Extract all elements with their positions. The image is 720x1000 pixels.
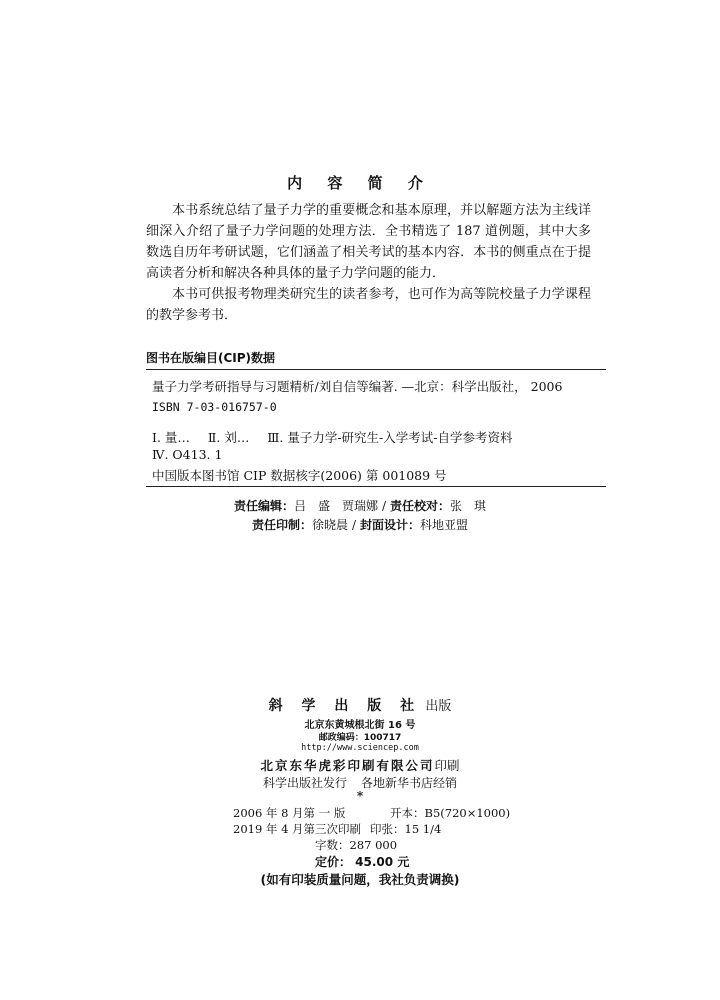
cip-bottom-rule: [146, 486, 606, 487]
synopsis-paragraph: 本书可供报考物理类研究生的读者参考，也可作为高等院校量子力学课程的教学参考书．: [146, 287, 591, 323]
cover-name: 科地亚盟: [420, 518, 469, 532]
word-count: 字数：287 000: [315, 838, 398, 852]
synopsis-paragraph: 本书系统总结了量子力学的重要概念和基本原理，并以解题方法为主线详细深入介绍了量子力学问题的处理方法．全书精选了 187 道例题，其中大多数选自历年考研试题，它们涵盖了相关考试的基本内容．本书的侧重点在于提高读者分析和解决各种具体的量子力学问题的能力．: [146, 203, 591, 281]
cover-label: 封面设计：: [360, 518, 421, 532]
synopsis-title: 内 容 简 介: [287, 174, 433, 192]
price: 定价： 45.00 元: [315, 855, 410, 869]
proofreader-name: 张 琪: [450, 499, 487, 513]
editor-names: 吕 盛 贾瑞娜: [293, 499, 378, 513]
credits-production: [0, 516, 720, 533]
star-divider: *: [356, 789, 364, 803]
print-name: 徐晓晨: [311, 518, 348, 532]
cip-class-item: Ⅱ. 刘…: [207, 430, 250, 445]
credit-separator: /: [351, 518, 357, 532]
cip-class-item: Ⅰ. 量…: [152, 430, 190, 445]
publisher-url: http://www.sciencep.com: [301, 743, 419, 753]
editor-label: 责任编辑：: [233, 499, 294, 513]
publisher-address: 北京东黄城根北街 16 号: [304, 720, 416, 731]
cip-classification: [152, 428, 527, 446]
edition: 2006 年 8 月第 一 版: [233, 806, 346, 820]
cip-entry: 量子力学考研指导与习题精析/刘自信等编著. —北京：科学出版社， 2006: [152, 379, 563, 394]
print-label: 责任印制：: [251, 518, 312, 532]
printer-line: [0, 756, 720, 774]
publisher-line: [0, 695, 720, 715]
synopsis-body: [146, 200, 591, 326]
publisher-postcode: 邮政编码：100717: [318, 733, 402, 743]
printing: 2019 年 4 月第三次印刷: [233, 822, 362, 836]
printer-suffix: 印刷: [434, 758, 460, 773]
distributor: 各地新华书店经销: [361, 776, 458, 790]
cip-top-rule: [146, 369, 606, 370]
publisher-suffix: 出版: [425, 699, 452, 714]
format: 开本：B5(720×1000): [390, 806, 511, 820]
issuer: 科学出版社发行: [262, 776, 347, 790]
cip-isbn: ISBN 7-03-016757-0: [152, 400, 277, 414]
cip-class-item: Ⅲ. 量子力学-研究生-入学考试-自学参考资料: [267, 430, 513, 445]
print-sheets: 印张：15 1/4: [370, 822, 442, 836]
credit-separator: /: [381, 499, 387, 513]
cip-number: 中国版本图书馆 CIP 数据核字(2006) 第 001089 号: [152, 468, 447, 483]
proofreader-label: 责任校对：: [390, 499, 451, 513]
credits-editors: [0, 497, 720, 514]
cip-heading: 图书在版编目(CIP)数据: [146, 351, 276, 365]
publisher-name: 斜 学 出 版 社: [268, 698, 422, 714]
quality-notice: (如有印装质量问题，我社负责调换): [260, 872, 460, 887]
cip-classification-code: Ⅳ. O413. 1: [152, 447, 223, 462]
printer-name: 北京东华虎彩印刷有限公司: [260, 758, 435, 773]
